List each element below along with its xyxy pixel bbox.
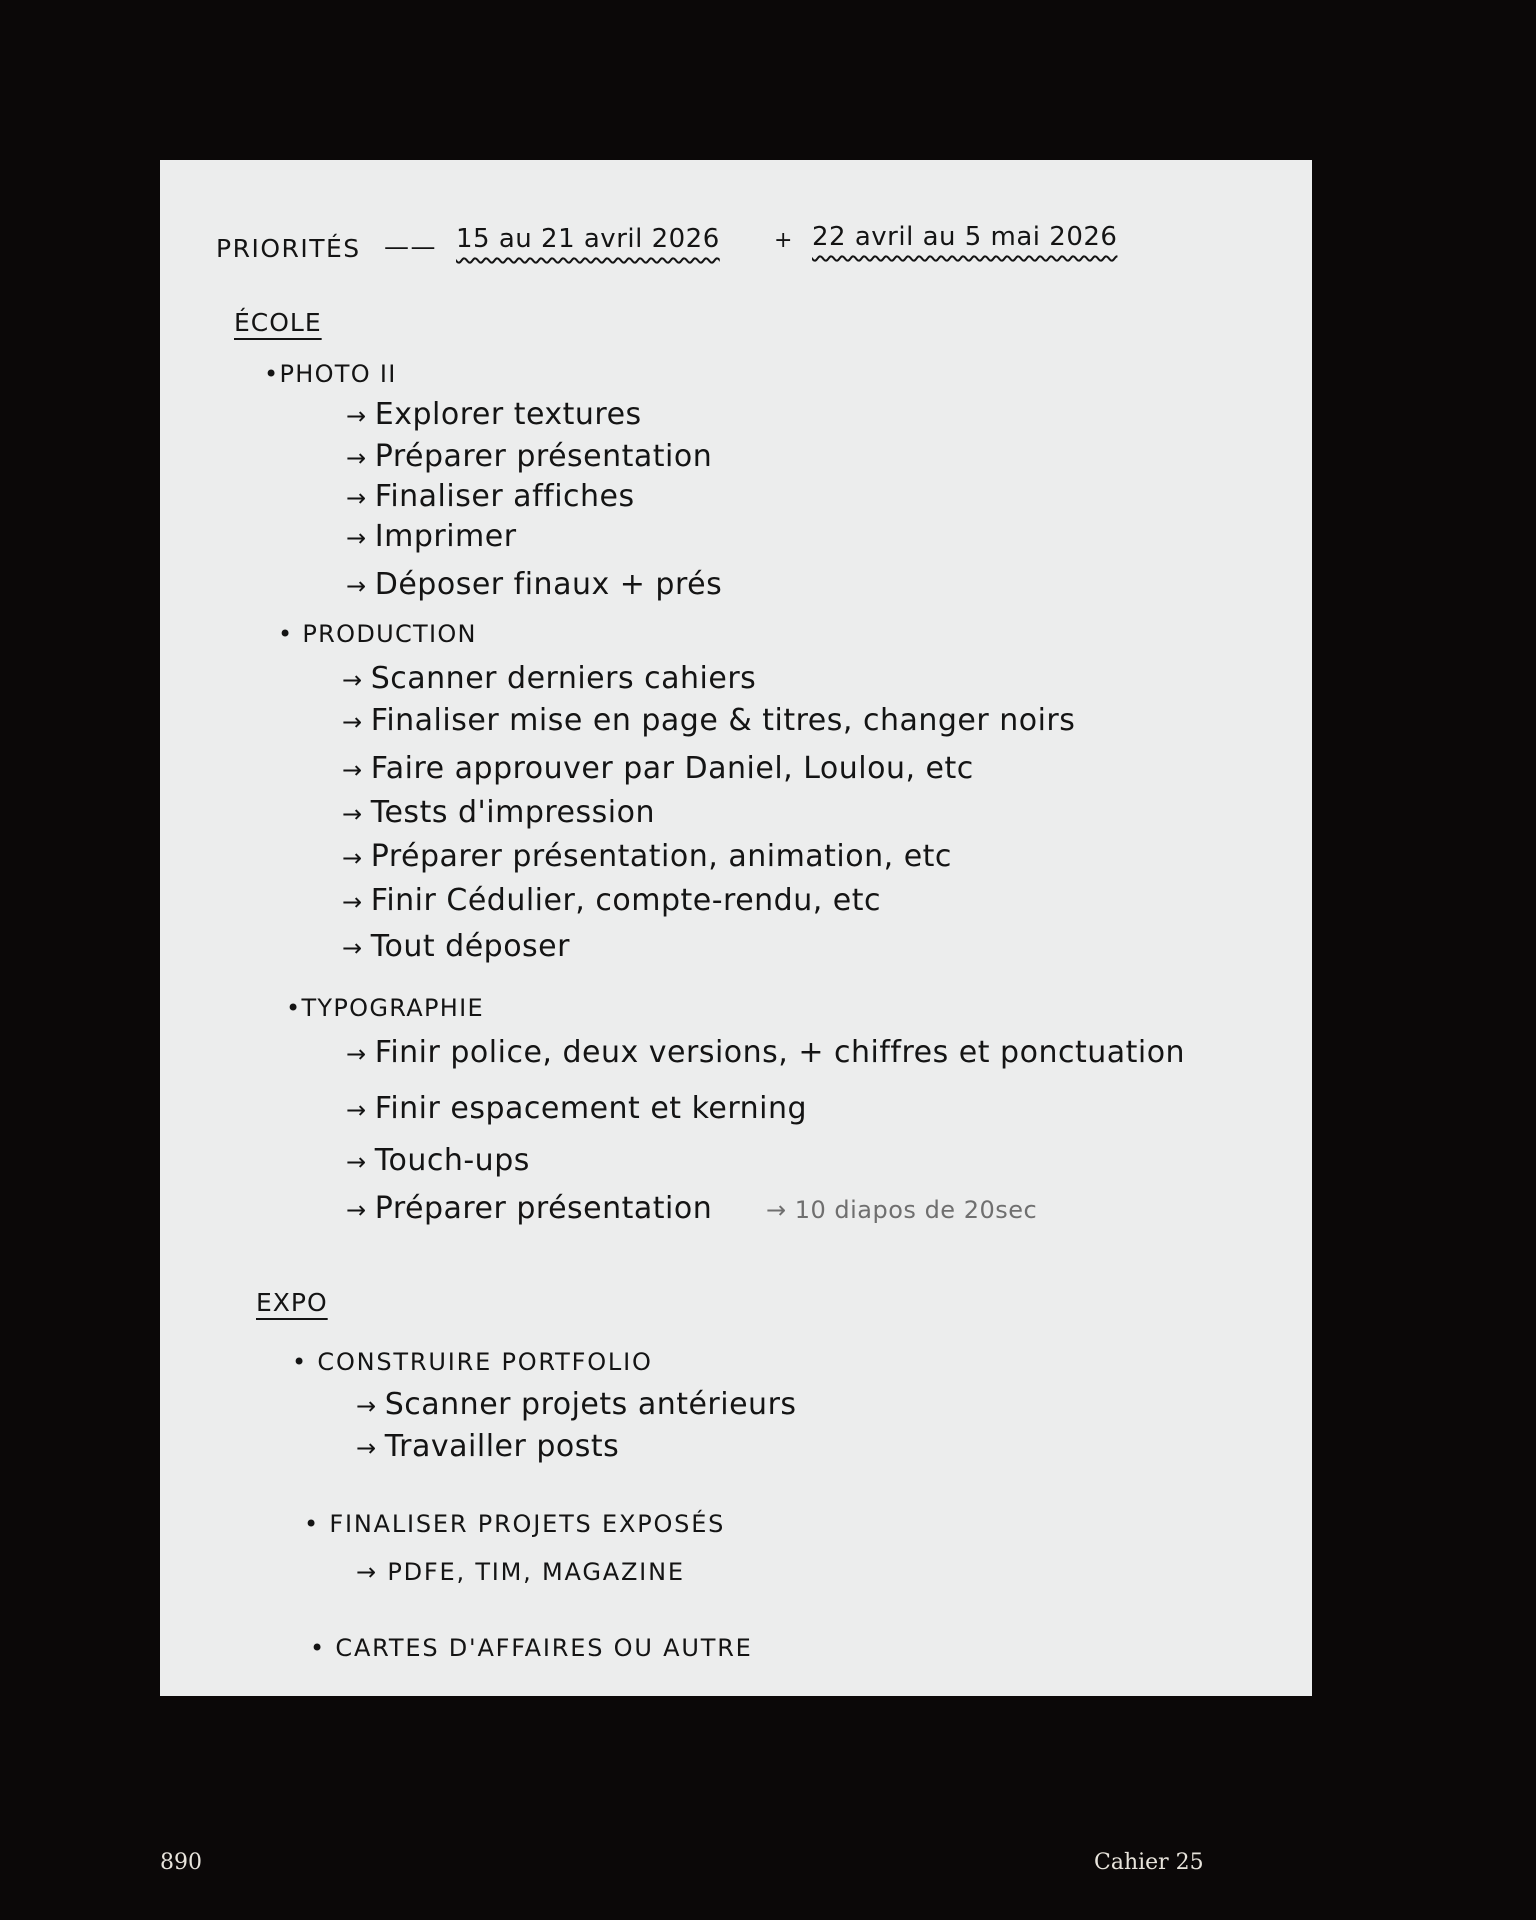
page-number: 890 xyxy=(160,1850,202,1875)
typographie-item: → Touch-ups xyxy=(346,1146,530,1176)
typographie-item: → Préparer présentation xyxy=(346,1194,712,1224)
photo-item: → Explorer textures xyxy=(346,400,642,430)
photo-item: → Déposer finaux + prés xyxy=(346,570,722,600)
production-item: → Faire approuver par Daniel, Loulou, etc xyxy=(342,754,974,784)
production-label: • PRODUCTION xyxy=(278,620,477,648)
photo-ii-label: •PHOTO II xyxy=(264,360,397,388)
section-ecole-heading: ÉCOLE xyxy=(234,308,322,337)
production-item: → Finir Cédulier, compte-rendu, etc xyxy=(342,886,881,916)
presentation-note: → 10 diapos de 20sec xyxy=(766,1196,1038,1224)
typographie-item: → Finir espacement et kerning xyxy=(346,1094,807,1124)
production-item: → Tests d'impression xyxy=(342,798,655,828)
portfolio-label: • CONSTRUIRE PORTFOLIO xyxy=(292,1348,653,1376)
photo-item: → Imprimer xyxy=(346,522,517,552)
typographie-item: → Finir police, deux versions, + chiffres et ponctuation xyxy=(346,1038,1185,1068)
cartes-label: • CARTES D'AFFAIRES OU AUTRE xyxy=(310,1634,753,1662)
header-title: PRIORITÉS xyxy=(216,234,361,263)
production-item: → Préparer présentation, animation, etc xyxy=(342,842,952,872)
book-title: Cahier 25 xyxy=(1094,1850,1204,1875)
notebook-page xyxy=(160,160,1312,1696)
portfolio-item: → Scanner projets antérieurs xyxy=(356,1390,797,1420)
portfolio-item: → Travailler posts xyxy=(356,1432,619,1462)
finaliser-item: → PDFE, TIM, MAGAZINE xyxy=(356,1560,685,1584)
header-range-1: 15 au 21 avril 2026 xyxy=(456,224,720,254)
finaliser-label: • FINALISER PROJETS EXPOSÉS xyxy=(304,1510,726,1538)
production-item: → Tout déposer xyxy=(342,932,570,962)
photo-item: → Finaliser affiches xyxy=(346,482,635,512)
header-range-2: 22 avril au 5 mai 2026 xyxy=(812,222,1118,252)
photo-item: → Préparer présentation xyxy=(346,442,712,472)
header-dash: —— xyxy=(384,232,437,261)
section-expo-heading: EXPO xyxy=(256,1288,328,1317)
header-plus: + xyxy=(774,228,793,253)
production-item: → Finaliser mise en page & titres, changer noirs xyxy=(342,706,1075,736)
production-item: → Scanner derniers cahiers xyxy=(342,664,756,694)
typographie-label: •TYPOGRAPHIE xyxy=(286,994,484,1022)
